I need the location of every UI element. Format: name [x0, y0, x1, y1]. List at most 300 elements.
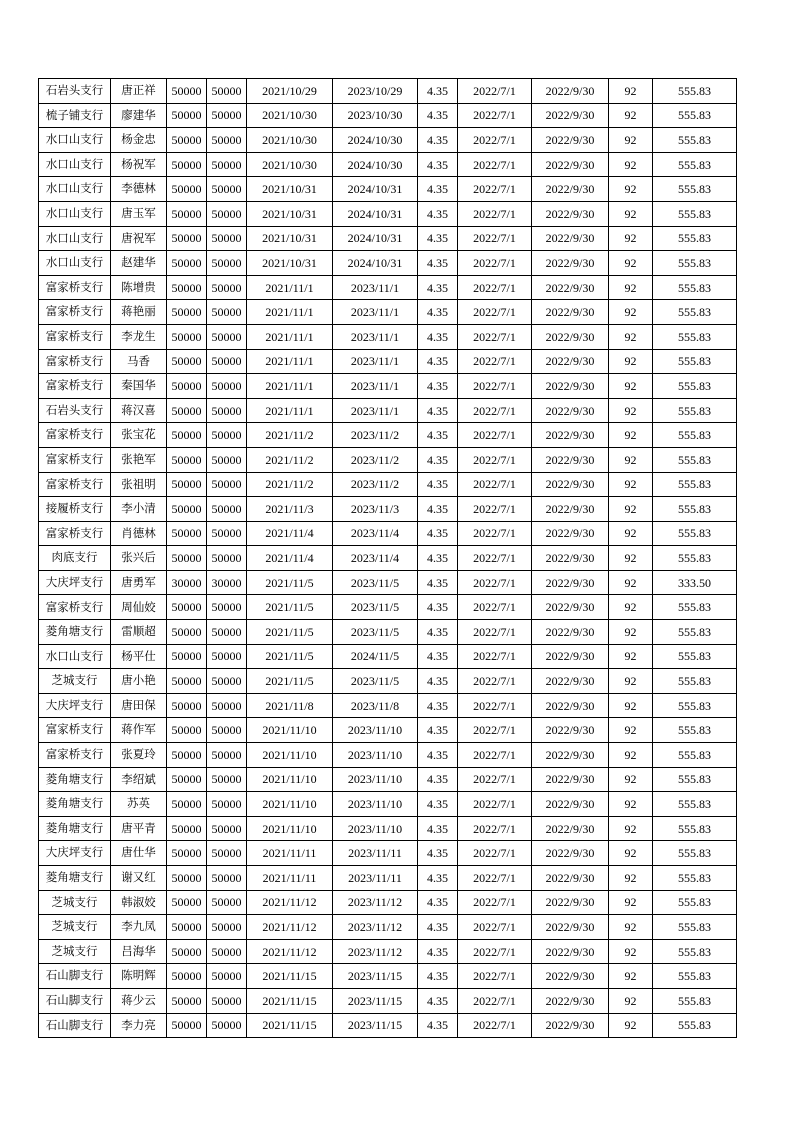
loan-amount-cell: 50000: [167, 988, 207, 1013]
loan-amount-cell: 50000: [167, 792, 207, 817]
due-date-cell: 2024/11/5: [333, 644, 418, 669]
period-end-cell: 2022/9/30: [532, 128, 609, 153]
interest-amount-cell: 555.83: [653, 349, 737, 374]
balance-cell: 50000: [207, 423, 247, 448]
branch-cell: 梳子铺支行: [39, 103, 111, 128]
interest-rate-cell: 4.35: [418, 866, 458, 891]
days-cell: 92: [609, 866, 653, 891]
days-cell: 92: [609, 349, 653, 374]
days-cell: 92: [609, 226, 653, 251]
days-cell: 92: [609, 890, 653, 915]
period-start-cell: 2022/7/1: [458, 693, 532, 718]
interest-amount-cell: 555.83: [653, 841, 737, 866]
loan-amount-cell: 50000: [167, 226, 207, 251]
period-end-cell: 2022/9/30: [532, 349, 609, 374]
period-start-cell: 2022/7/1: [458, 669, 532, 694]
balance-cell: 50000: [207, 1013, 247, 1038]
branch-cell: 富家桥支行: [39, 718, 111, 743]
balance-cell: 50000: [207, 767, 247, 792]
due-date-cell: 2023/11/15: [333, 964, 418, 989]
days-cell: 92: [609, 79, 653, 104]
balance-cell: 50000: [207, 964, 247, 989]
interest-amount-cell: 555.83: [653, 497, 737, 522]
days-cell: 92: [609, 447, 653, 472]
period-end-cell: 2022/9/30: [532, 79, 609, 104]
loan-amount-cell: 50000: [167, 866, 207, 891]
due-date-cell: 2023/11/5: [333, 669, 418, 694]
days-cell: 92: [609, 693, 653, 718]
due-date-cell: 2024/10/31: [333, 226, 418, 251]
period-start-cell: 2022/7/1: [458, 915, 532, 940]
days-cell: 92: [609, 201, 653, 226]
interest-amount-cell: 555.83: [653, 472, 737, 497]
interest-rate-cell: 4.35: [418, 939, 458, 964]
branch-cell: 石山脚支行: [39, 964, 111, 989]
balance-cell: 50000: [207, 226, 247, 251]
period-end-cell: 2022/9/30: [532, 201, 609, 226]
due-date-cell: 2023/11/10: [333, 792, 418, 817]
borrower-name-cell: 唐玉军: [111, 201, 167, 226]
interest-rate-cell: 4.35: [418, 349, 458, 374]
interest-rate-cell: 4.35: [418, 915, 458, 940]
period-start-cell: 2022/7/1: [458, 226, 532, 251]
borrower-name-cell: 李绍斌: [111, 767, 167, 792]
branch-cell: 芝城支行: [39, 890, 111, 915]
table-row: [39, 349, 737, 374]
table-row: [39, 620, 737, 645]
branch-cell: 大庆坪支行: [39, 570, 111, 595]
period-start-cell: 2022/7/1: [458, 177, 532, 202]
due-date-cell: 2023/11/15: [333, 988, 418, 1013]
loan-amount-cell: 50000: [167, 890, 207, 915]
branch-cell: 富家桥支行: [39, 447, 111, 472]
branch-cell: 富家桥支行: [39, 349, 111, 374]
branch-cell: 石岩头支行: [39, 398, 111, 423]
start-date-cell: 2021/11/1: [247, 300, 333, 325]
period-end-cell: 2022/9/30: [532, 226, 609, 251]
loan-amount-cell: 50000: [167, 718, 207, 743]
interest-rate-cell: 4.35: [418, 177, 458, 202]
start-date-cell: 2021/11/5: [247, 669, 333, 694]
period-end-cell: 2022/9/30: [532, 669, 609, 694]
branch-cell: 芝城支行: [39, 939, 111, 964]
branch-cell: 菱角塘支行: [39, 620, 111, 645]
period-start-cell: 2022/7/1: [458, 964, 532, 989]
start-date-cell: 2021/11/1: [247, 324, 333, 349]
due-date-cell: 2024/10/31: [333, 251, 418, 276]
interest-amount-cell: 555.83: [653, 398, 737, 423]
start-date-cell: 2021/11/5: [247, 595, 333, 620]
balance-cell: 50000: [207, 128, 247, 153]
borrower-name-cell: 陈明辉: [111, 964, 167, 989]
interest-amount-cell: 555.83: [653, 620, 737, 645]
balance-cell: 50000: [207, 546, 247, 571]
branch-cell: 水口山支行: [39, 644, 111, 669]
loan-amount-cell: 50000: [167, 521, 207, 546]
interest-amount-cell: 555.83: [653, 374, 737, 399]
borrower-name-cell: 杨祝军: [111, 152, 167, 177]
loan-amount-cell: 50000: [167, 767, 207, 792]
borrower-name-cell: 李小清: [111, 497, 167, 522]
start-date-cell: 2021/11/2: [247, 423, 333, 448]
interest-rate-cell: 4.35: [418, 103, 458, 128]
days-cell: 92: [609, 939, 653, 964]
period-start-cell: 2022/7/1: [458, 890, 532, 915]
period-end-cell: 2022/9/30: [532, 374, 609, 399]
loan-amount-cell: 30000: [167, 570, 207, 595]
period-start-cell: 2022/7/1: [458, 447, 532, 472]
period-start-cell: 2022/7/1: [458, 79, 532, 104]
due-date-cell: 2023/11/1: [333, 374, 418, 399]
borrower-name-cell: 李九凤: [111, 915, 167, 940]
interest-amount-cell: 555.83: [653, 152, 737, 177]
interest-amount-cell: 555.83: [653, 423, 737, 448]
balance-cell: 50000: [207, 669, 247, 694]
start-date-cell: 2021/11/4: [247, 521, 333, 546]
due-date-cell: 2023/11/10: [333, 816, 418, 841]
period-start-cell: 2022/7/1: [458, 570, 532, 595]
loan-amount-cell: 50000: [167, 546, 207, 571]
days-cell: 92: [609, 1013, 653, 1038]
table-row: [39, 324, 737, 349]
borrower-name-cell: 唐田保: [111, 693, 167, 718]
loan-amount-cell: 50000: [167, 644, 207, 669]
loan-amount-cell: 50000: [167, 693, 207, 718]
period-start-cell: 2022/7/1: [458, 792, 532, 817]
days-cell: 92: [609, 767, 653, 792]
interest-amount-cell: 555.83: [653, 128, 737, 153]
loan-amount-cell: 50000: [167, 472, 207, 497]
borrower-name-cell: 李龙生: [111, 324, 167, 349]
due-date-cell: 2023/11/2: [333, 472, 418, 497]
borrower-name-cell: 杨平仕: [111, 644, 167, 669]
period-start-cell: 2022/7/1: [458, 398, 532, 423]
start-date-cell: 2021/11/10: [247, 767, 333, 792]
start-date-cell: 2021/11/1: [247, 398, 333, 423]
days-cell: 92: [609, 275, 653, 300]
period-end-cell: 2022/9/30: [532, 620, 609, 645]
borrower-name-cell: 蒋少云: [111, 988, 167, 1013]
period-start-cell: 2022/7/1: [458, 1013, 532, 1038]
period-end-cell: 2022/9/30: [532, 718, 609, 743]
borrower-name-cell: 杨金忠: [111, 128, 167, 153]
balance-cell: 50000: [207, 103, 247, 128]
table-row: [39, 890, 737, 915]
days-cell: 92: [609, 251, 653, 276]
days-cell: 92: [609, 177, 653, 202]
interest-amount-cell: 555.83: [653, 201, 737, 226]
start-date-cell: 2021/10/31: [247, 251, 333, 276]
period-end-cell: 2022/9/30: [532, 497, 609, 522]
interest-rate-cell: 4.35: [418, 201, 458, 226]
borrower-name-cell: 唐仕华: [111, 841, 167, 866]
table-row: [39, 300, 737, 325]
balance-cell: 50000: [207, 201, 247, 226]
interest-rate-cell: 4.35: [418, 693, 458, 718]
branch-cell: 肉底支行: [39, 546, 111, 571]
interest-rate-cell: 4.35: [418, 521, 458, 546]
due-date-cell: 2023/11/5: [333, 570, 418, 595]
period-end-cell: 2022/9/30: [532, 546, 609, 571]
loan-amount-cell: 50000: [167, 275, 207, 300]
start-date-cell: 2021/10/31: [247, 226, 333, 251]
start-date-cell: 2021/11/2: [247, 472, 333, 497]
borrower-name-cell: 张艳军: [111, 447, 167, 472]
interest-amount-cell: 333.50: [653, 570, 737, 595]
start-date-cell: 2021/11/8: [247, 693, 333, 718]
interest-rate-cell: 4.35: [418, 988, 458, 1013]
period-start-cell: 2022/7/1: [458, 251, 532, 276]
days-cell: 92: [609, 669, 653, 694]
period-end-cell: 2022/9/30: [532, 177, 609, 202]
loan-amount-cell: 50000: [167, 398, 207, 423]
balance-cell: 50000: [207, 349, 247, 374]
branch-cell: 菱角塘支行: [39, 767, 111, 792]
table-row: [39, 152, 737, 177]
period-start-cell: 2022/7/1: [458, 128, 532, 153]
interest-rate-cell: 4.35: [418, 374, 458, 399]
balance-cell: 50000: [207, 866, 247, 891]
table-row: [39, 472, 737, 497]
interest-rate-cell: 4.35: [418, 718, 458, 743]
loan-amount-cell: 50000: [167, 152, 207, 177]
period-end-cell: 2022/9/30: [532, 964, 609, 989]
period-end-cell: 2022/9/30: [532, 324, 609, 349]
branch-cell: 水口山支行: [39, 251, 111, 276]
due-date-cell: 2023/11/12: [333, 890, 418, 915]
loan-amount-cell: 50000: [167, 374, 207, 399]
due-date-cell: 2023/11/2: [333, 423, 418, 448]
balance-cell: 50000: [207, 792, 247, 817]
due-date-cell: 2023/11/3: [333, 497, 418, 522]
interest-amount-cell: 555.83: [653, 595, 737, 620]
start-date-cell: 2021/11/15: [247, 964, 333, 989]
period-end-cell: 2022/9/30: [532, 472, 609, 497]
period-end-cell: 2022/9/30: [532, 841, 609, 866]
days-cell: 92: [609, 718, 653, 743]
loan-amount-cell: 50000: [167, 1013, 207, 1038]
branch-cell: 富家桥支行: [39, 595, 111, 620]
interest-amount-cell: 555.83: [653, 251, 737, 276]
interest-amount-cell: 555.83: [653, 693, 737, 718]
start-date-cell: 2021/11/3: [247, 497, 333, 522]
borrower-name-cell: 张宝花: [111, 423, 167, 448]
interest-amount-cell: 555.83: [653, 915, 737, 940]
table-row: [39, 201, 737, 226]
interest-rate-cell: 4.35: [418, 1013, 458, 1038]
borrower-name-cell: 雷顺超: [111, 620, 167, 645]
days-cell: 92: [609, 915, 653, 940]
days-cell: 92: [609, 472, 653, 497]
balance-cell: 50000: [207, 177, 247, 202]
interest-rate-cell: 4.35: [418, 964, 458, 989]
loan-amount-cell: 50000: [167, 816, 207, 841]
interest-rate-cell: 4.35: [418, 447, 458, 472]
balance-cell: 50000: [207, 743, 247, 768]
due-date-cell: 2023/11/10: [333, 718, 418, 743]
branch-cell: 富家桥支行: [39, 521, 111, 546]
balance-cell: 50000: [207, 497, 247, 522]
period-end-cell: 2022/9/30: [532, 866, 609, 891]
interest-rate-cell: 4.35: [418, 890, 458, 915]
interest-rate-cell: 4.35: [418, 128, 458, 153]
table-row: [39, 226, 737, 251]
period-start-cell: 2022/7/1: [458, 644, 532, 669]
interest-amount-cell: 555.83: [653, 816, 737, 841]
branch-cell: 石岩头支行: [39, 79, 111, 104]
balance-cell: 50000: [207, 324, 247, 349]
interest-amount-cell: 555.83: [653, 324, 737, 349]
start-date-cell: 2021/11/15: [247, 1013, 333, 1038]
period-end-cell: 2022/9/30: [532, 275, 609, 300]
period-end-cell: 2022/9/30: [532, 693, 609, 718]
branch-cell: 芝城支行: [39, 915, 111, 940]
table-row: [39, 866, 737, 891]
table-row: [39, 103, 737, 128]
borrower-name-cell: 唐小艳: [111, 669, 167, 694]
balance-cell: 50000: [207, 447, 247, 472]
table-row: [39, 374, 737, 399]
branch-cell: 水口山支行: [39, 177, 111, 202]
interest-rate-cell: 4.35: [418, 767, 458, 792]
branch-cell: 大庆坪支行: [39, 693, 111, 718]
table-row: [39, 939, 737, 964]
interest-rate-cell: 4.35: [418, 300, 458, 325]
days-cell: 92: [609, 521, 653, 546]
period-start-cell: 2022/7/1: [458, 866, 532, 891]
period-end-cell: 2022/9/30: [532, 423, 609, 448]
period-start-cell: 2022/7/1: [458, 152, 532, 177]
days-cell: 92: [609, 152, 653, 177]
due-date-cell: 2023/10/30: [333, 103, 418, 128]
table-row: [39, 423, 737, 448]
interest-amount-cell: 555.83: [653, 988, 737, 1013]
borrower-name-cell: 赵建华: [111, 251, 167, 276]
days-cell: 92: [609, 988, 653, 1013]
period-start-cell: 2022/7/1: [458, 743, 532, 768]
branch-cell: 石山脚支行: [39, 1013, 111, 1038]
due-date-cell: 2023/11/4: [333, 546, 418, 571]
balance-cell: 50000: [207, 644, 247, 669]
loan-amount-cell: 50000: [167, 103, 207, 128]
interest-amount-cell: 555.83: [653, 669, 737, 694]
due-date-cell: 2023/11/10: [333, 743, 418, 768]
balance-cell: 50000: [207, 890, 247, 915]
balance-cell: 50000: [207, 595, 247, 620]
borrower-name-cell: 蒋作军: [111, 718, 167, 743]
interest-rate-cell: 4.35: [418, 79, 458, 104]
due-date-cell: 2023/11/4: [333, 521, 418, 546]
interest-rate-cell: 4.35: [418, 226, 458, 251]
table-row: [39, 251, 737, 276]
loan-amount-cell: 50000: [167, 447, 207, 472]
period-start-cell: 2022/7/1: [458, 423, 532, 448]
loan-amount-cell: 50000: [167, 177, 207, 202]
balance-cell: 50000: [207, 939, 247, 964]
start-date-cell: 2021/10/30: [247, 128, 333, 153]
loan-interest-table: [38, 78, 737, 1038]
days-cell: 92: [609, 324, 653, 349]
due-date-cell: 2023/11/5: [333, 595, 418, 620]
period-start-cell: 2022/7/1: [458, 201, 532, 226]
balance-cell: 30000: [207, 570, 247, 595]
period-start-cell: 2022/7/1: [458, 988, 532, 1013]
table-row: [39, 546, 737, 571]
table-row: [39, 447, 737, 472]
interest-amount-cell: 555.83: [653, 792, 737, 817]
branch-cell: 富家桥支行: [39, 743, 111, 768]
table-row: [39, 718, 737, 743]
loan-amount-cell: 50000: [167, 620, 207, 645]
period-start-cell: 2022/7/1: [458, 595, 532, 620]
period-end-cell: 2022/9/30: [532, 300, 609, 325]
interest-rate-cell: 4.35: [418, 570, 458, 595]
balance-cell: 50000: [207, 398, 247, 423]
branch-cell: 石山脚支行: [39, 988, 111, 1013]
period-start-cell: 2022/7/1: [458, 275, 532, 300]
due-date-cell: 2023/11/1: [333, 324, 418, 349]
due-date-cell: 2023/11/11: [333, 841, 418, 866]
start-date-cell: 2021/11/15: [247, 988, 333, 1013]
start-date-cell: 2021/11/12: [247, 890, 333, 915]
interest-amount-cell: 555.83: [653, 1013, 737, 1038]
interest-rate-cell: 4.35: [418, 644, 458, 669]
period-start-cell: 2022/7/1: [458, 620, 532, 645]
period-end-cell: 2022/9/30: [532, 792, 609, 817]
interest-rate-cell: 4.35: [418, 595, 458, 620]
interest-rate-cell: 4.35: [418, 472, 458, 497]
loan-amount-cell: 50000: [167, 128, 207, 153]
table-row: [39, 644, 737, 669]
due-date-cell: 2023/11/2: [333, 447, 418, 472]
period-start-cell: 2022/7/1: [458, 349, 532, 374]
period-end-cell: 2022/9/30: [532, 988, 609, 1013]
due-date-cell: 2023/11/1: [333, 398, 418, 423]
branch-cell: 富家桥支行: [39, 423, 111, 448]
start-date-cell: 2021/11/10: [247, 743, 333, 768]
interest-amount-cell: 555.83: [653, 521, 737, 546]
interest-amount-cell: 555.83: [653, 939, 737, 964]
balance-cell: 50000: [207, 816, 247, 841]
due-date-cell: 2023/11/5: [333, 620, 418, 645]
borrower-name-cell: 谢又红: [111, 866, 167, 891]
interest-rate-cell: 4.35: [418, 743, 458, 768]
table-row: [39, 964, 737, 989]
loan-amount-cell: 50000: [167, 251, 207, 276]
branch-cell: 富家桥支行: [39, 374, 111, 399]
balance-cell: 50000: [207, 841, 247, 866]
period-start-cell: 2022/7/1: [458, 767, 532, 792]
borrower-name-cell: 张祖明: [111, 472, 167, 497]
days-cell: 92: [609, 570, 653, 595]
interest-amount-cell: 555.83: [653, 546, 737, 571]
due-date-cell: 2024/10/31: [333, 201, 418, 226]
balance-cell: 50000: [207, 472, 247, 497]
interest-rate-cell: 4.35: [418, 669, 458, 694]
days-cell: 92: [609, 128, 653, 153]
table-row: [39, 816, 737, 841]
table-row: [39, 497, 737, 522]
due-date-cell: 2023/11/1: [333, 349, 418, 374]
days-cell: 92: [609, 103, 653, 128]
days-cell: 92: [609, 792, 653, 817]
interest-rate-cell: 4.35: [418, 152, 458, 177]
period-start-cell: 2022/7/1: [458, 816, 532, 841]
balance-cell: 50000: [207, 79, 247, 104]
interest-amount-cell: 555.83: [653, 447, 737, 472]
table-row: [39, 743, 737, 768]
period-start-cell: 2022/7/1: [458, 103, 532, 128]
